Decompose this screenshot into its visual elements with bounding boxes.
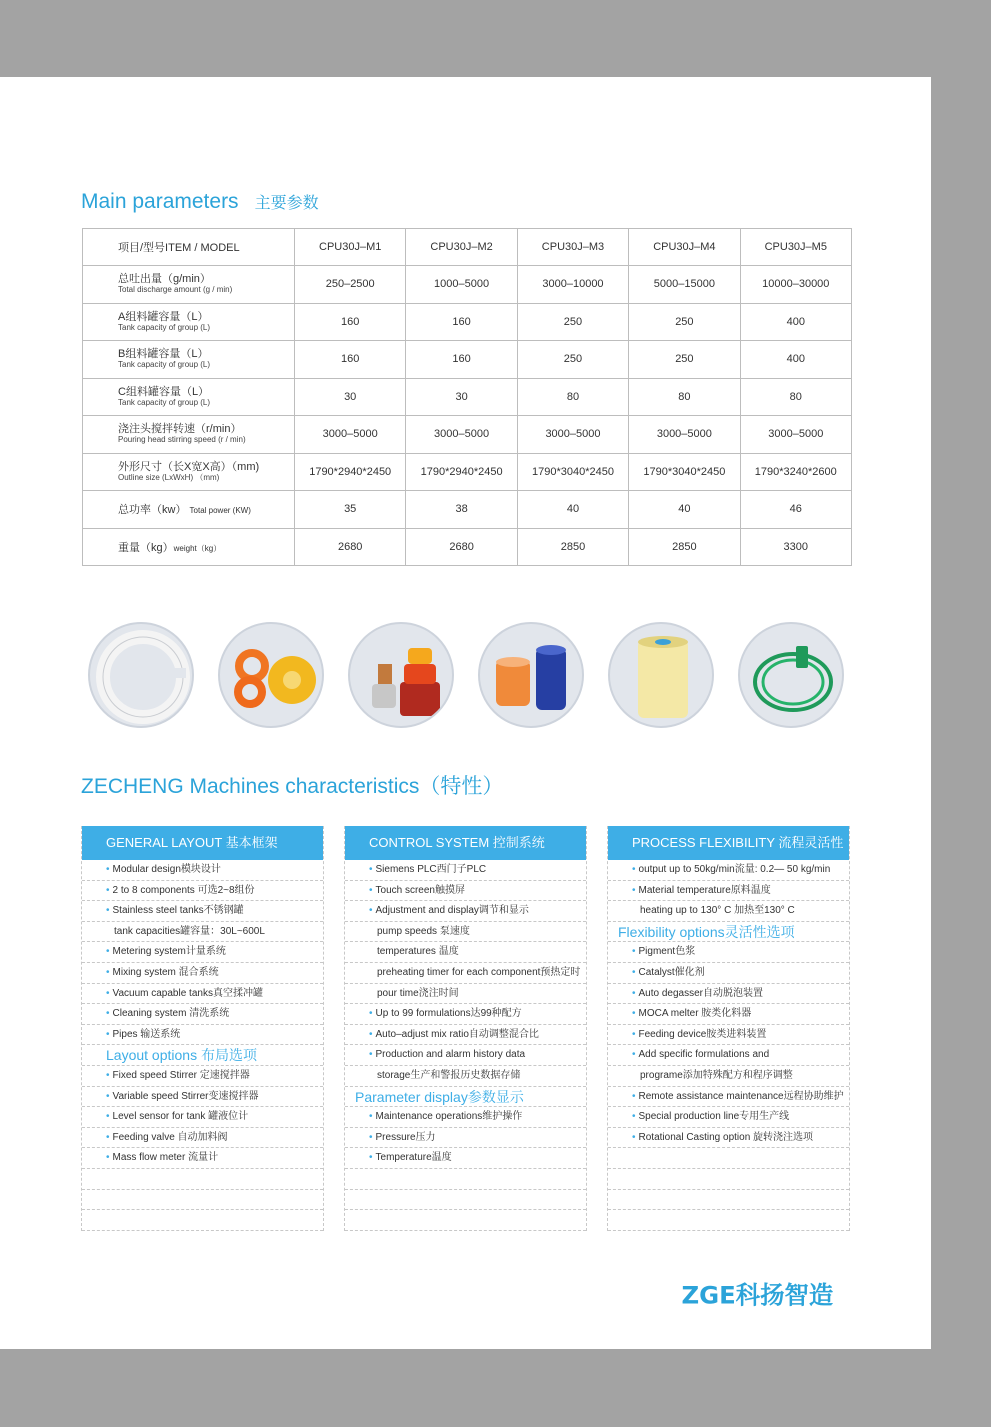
list-item: • MOCA melter 胺类化料器 bbox=[608, 1004, 849, 1025]
table-cell: 3000–10000 bbox=[517, 266, 628, 304]
list-item bbox=[82, 1210, 323, 1231]
table-cell: 2680 bbox=[406, 528, 517, 566]
table-cell: 2850 bbox=[517, 528, 628, 566]
table-row bbox=[83, 266, 852, 304]
table-row bbox=[83, 416, 852, 454]
table-cell: 250 bbox=[517, 341, 628, 379]
list-item: temperatures 温度 bbox=[345, 942, 586, 963]
list-item: pour time浇注时间 bbox=[345, 984, 586, 1005]
table-cell: 160 bbox=[406, 341, 517, 379]
title-cn: 主要参数 bbox=[254, 195, 319, 212]
list-item: • Stainless steel tanks不锈钢罐 bbox=[82, 901, 323, 922]
table-cell: 5000–15000 bbox=[629, 266, 740, 304]
table-cell: 400 bbox=[740, 303, 851, 341]
table-cell: 80 bbox=[740, 378, 851, 416]
list-item: • 2 to 8 components 可选2~8组份 bbox=[82, 881, 323, 902]
list-item: • Variable speed Stirrer变速搅拌器 bbox=[82, 1087, 323, 1108]
process-flexibility-header: PROCESS FLEXIBILITY 流程灵活性 bbox=[608, 826, 849, 860]
table-cell: 400 bbox=[740, 341, 851, 379]
table-cell: 1790*2940*2450 bbox=[406, 453, 517, 491]
orange-blue-sleeves-icon bbox=[478, 622, 584, 728]
white-ring-icon bbox=[88, 622, 194, 728]
section-subtitle: Layout options 布局选项 bbox=[82, 1045, 323, 1066]
list-item: • Mixing system 混合系统 bbox=[82, 963, 323, 984]
table-row bbox=[83, 303, 852, 341]
list-item: • Up to 99 formulations达99种配方 bbox=[345, 1004, 586, 1025]
model-header: CPU30J–M5 bbox=[740, 229, 851, 266]
main-parameters-title bbox=[81, 190, 319, 214]
general-layout-header: GENERAL LAYOUT 基本框架 bbox=[82, 826, 323, 860]
orange-gears-icon bbox=[218, 622, 324, 728]
table-row bbox=[83, 453, 852, 491]
table-cell: 250 bbox=[629, 303, 740, 341]
table-header-row bbox=[83, 229, 852, 266]
list-item: • Metering system计量系统 bbox=[82, 942, 323, 963]
model-header: CPU30J–M3 bbox=[517, 229, 628, 266]
list-item: preheating timer for each component预热定时 bbox=[345, 963, 586, 984]
section-subtitle: Parameter display参数显示 bbox=[345, 1087, 586, 1108]
table-cell: 38 bbox=[406, 491, 517, 529]
table-row bbox=[83, 378, 852, 416]
table-row bbox=[83, 341, 852, 379]
list-item: • Temperature温度 bbox=[345, 1148, 586, 1169]
list-item: • Fixed speed Stirrer 定速搅拌器 bbox=[82, 1066, 323, 1087]
table-cell: 2850 bbox=[629, 528, 740, 566]
row-label: 总功率（kw） Total power (KW) bbox=[83, 491, 295, 529]
list-item: • Feeding valve 自动加料阀 bbox=[82, 1128, 323, 1149]
row-label: 重量（kg）weight（kg） bbox=[83, 528, 295, 566]
list-item: • Auto–adjust mix ratio自动调整混合比 bbox=[345, 1025, 586, 1046]
table-cell: 160 bbox=[295, 341, 406, 379]
list-item: • Catalyst催化剂 bbox=[608, 963, 849, 984]
row-label: 浇注头搅拌转速（r/min） Pouring head stirring speed (r / min) bbox=[83, 416, 295, 454]
green-belt-icon bbox=[738, 622, 844, 728]
list-item: • Rotational Casting option 旋转浇注选项 bbox=[608, 1128, 849, 1149]
table-cell: 1000–5000 bbox=[406, 266, 517, 304]
row-label: 外形尺寸（长X宽X高）（mm) Outline size (LxWxH) （mm) bbox=[83, 453, 295, 491]
logo-text: ZGE科扬智造 bbox=[681, 1280, 834, 1309]
table-cell: 80 bbox=[629, 378, 740, 416]
table-cell: 3000–5000 bbox=[629, 416, 740, 454]
table-cell: 250 bbox=[629, 341, 740, 379]
list-item: • Add specific formulations and bbox=[608, 1045, 849, 1066]
table-cell: 160 bbox=[406, 303, 517, 341]
list-item bbox=[608, 1190, 849, 1211]
stacked-rollers-icon bbox=[348, 622, 454, 728]
list-item bbox=[608, 1210, 849, 1231]
zge-logo bbox=[676, 1279, 852, 1309]
row-label: 总吐出量（g/min） Total discharge amount (g / min) bbox=[83, 266, 295, 304]
list-item: • Siemens PLC西门子PLC bbox=[345, 860, 586, 881]
list-item: • Material temperature原料温度 bbox=[608, 881, 849, 902]
table-cell: 1790*3040*2450 bbox=[629, 453, 740, 491]
table-cell: 160 bbox=[295, 303, 406, 341]
yellow-roller-icon bbox=[608, 622, 714, 728]
table-cell: 1790*3040*2450 bbox=[517, 453, 628, 491]
table-cell: 3300 bbox=[740, 528, 851, 566]
row-label: A组料罐容量（L） Tank capacity of group (L) bbox=[83, 303, 295, 341]
list-item: • Feeding device胺类进料装置 bbox=[608, 1025, 849, 1046]
table-cell: 30 bbox=[295, 378, 406, 416]
product-gallery bbox=[88, 622, 848, 730]
model-header: CPU30J–M2 bbox=[406, 229, 517, 266]
list-item: • Pipes 输送系统 bbox=[82, 1025, 323, 1046]
title-en: Main parameters bbox=[81, 190, 239, 213]
table-cell: 3000–5000 bbox=[517, 416, 628, 454]
process-flexibility-column bbox=[607, 826, 850, 1231]
process-flexibility-list bbox=[608, 860, 849, 1231]
list-item: • Special production line专用生产线 bbox=[608, 1107, 849, 1128]
control-system-list bbox=[345, 860, 586, 1231]
list-item: • Level sensor for tank 罐液位计 bbox=[82, 1107, 323, 1128]
general-layout-list bbox=[82, 860, 323, 1231]
row-label: B组料罐容量（L） Tank capacity of group (L) bbox=[83, 341, 295, 379]
table-header-label: 项目/型号ITEM / MODEL bbox=[83, 229, 295, 266]
table-cell: 1790*2940*2450 bbox=[295, 453, 406, 491]
list-item: • Auto degasser自动脱泡装置 bbox=[608, 984, 849, 1005]
model-header: CPU30J–M4 bbox=[629, 229, 740, 266]
section-subtitle: Flexibility options灵活性选项 bbox=[608, 922, 849, 943]
list-item bbox=[82, 1169, 323, 1190]
brochure-page bbox=[0, 77, 931, 1349]
list-item: • Remote assistance maintenance远程协助维护 bbox=[608, 1087, 849, 1108]
table-cell: 46 bbox=[740, 491, 851, 529]
table-cell: 35 bbox=[295, 491, 406, 529]
table-cell: 40 bbox=[629, 491, 740, 529]
list-item: tank capacities罐容量：30L~600L bbox=[82, 922, 323, 943]
table-cell: 3000–5000 bbox=[295, 416, 406, 454]
list-item: • Production and alarm history data bbox=[345, 1045, 586, 1066]
table-row bbox=[83, 491, 852, 529]
general-layout-column bbox=[81, 826, 324, 1231]
table-cell: 40 bbox=[517, 491, 628, 529]
list-item: • Vacuum capable tanks真空揉冲罐 bbox=[82, 984, 323, 1005]
list-item bbox=[608, 1169, 849, 1190]
table-cell: 3000–5000 bbox=[740, 416, 851, 454]
list-item: • Pressure压力 bbox=[345, 1128, 586, 1149]
table-cell: 3000–5000 bbox=[406, 416, 517, 454]
table-cell: 10000–30000 bbox=[740, 266, 851, 304]
list-item: • Mass flow meter 流量计 bbox=[82, 1148, 323, 1169]
list-item: • Maintenance operations维护操作 bbox=[345, 1107, 586, 1128]
table-cell: 30 bbox=[406, 378, 517, 416]
list-item bbox=[82, 1190, 323, 1211]
control-system-header: CONTROL SYSTEM 控制系统 bbox=[345, 826, 586, 860]
list-item bbox=[608, 1148, 849, 1169]
list-item: • Modular design模块设计 bbox=[82, 860, 323, 881]
table-cell: 1790*3240*2600 bbox=[740, 453, 851, 491]
table-row bbox=[83, 528, 852, 566]
table-cell: 250 bbox=[517, 303, 628, 341]
table-cell: 250–2500 bbox=[295, 266, 406, 304]
list-item: • Pigment色浆 bbox=[608, 942, 849, 963]
list-item: • Adjustment and display调节和显示 bbox=[345, 901, 586, 922]
characteristics-title: ZECHENG Machines characteristics（特性） bbox=[81, 775, 504, 798]
list-item: heating up to 130° C 加热至130° C bbox=[608, 901, 849, 922]
parameters-table bbox=[82, 228, 852, 566]
list-item: storage生产和警报历史数据存储 bbox=[345, 1066, 586, 1087]
list-item: • Touch screen触摸屏 bbox=[345, 881, 586, 902]
table-cell: 80 bbox=[517, 378, 628, 416]
list-item: pump speeds 泵速度 bbox=[345, 922, 586, 943]
control-system-column bbox=[344, 826, 587, 1231]
list-item: programe添加特殊配方和程序调整 bbox=[608, 1066, 849, 1087]
list-item: • output up to 50kg/min流量: 0.2— 50 kg/min bbox=[608, 860, 849, 881]
row-label: C组料罐容量（L） Tank capacity of group (L) bbox=[83, 378, 295, 416]
model-header: CPU30J–M1 bbox=[295, 229, 406, 266]
table-cell: 2680 bbox=[295, 528, 406, 566]
list-item bbox=[345, 1190, 586, 1211]
list-item: • Cleaning system 清洗系统 bbox=[82, 1004, 323, 1025]
list-item bbox=[345, 1169, 586, 1190]
list-item bbox=[345, 1210, 586, 1231]
